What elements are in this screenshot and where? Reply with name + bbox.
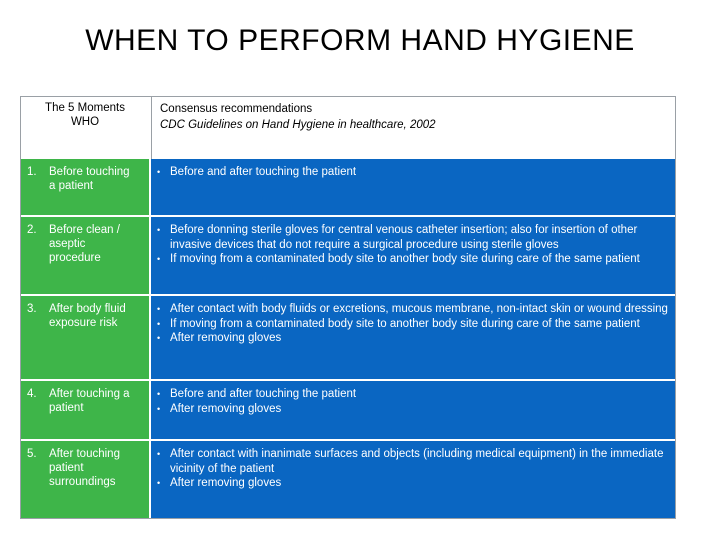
bullet-icon: •	[157, 389, 161, 399]
recommendation-cell	[151, 296, 675, 381]
column-divider	[149, 159, 151, 518]
header-who-line1: The 5 Moments	[45, 102, 125, 114]
list-item: • After removing gloves	[157, 402, 282, 415]
bullet-icon: •	[157, 304, 161, 314]
bullet-icon: •	[157, 403, 161, 414]
table-row	[21, 381, 675, 441]
row-divider	[21, 294, 675, 296]
list-item: • After contact with body fluids or excretions, mucous membrane, non-intact skin or wound dressing	[157, 303, 668, 315]
moment-cell	[21, 381, 149, 441]
bullet-icon: •	[157, 449, 161, 459]
list-item: • After contact with inanimate surfaces and objects (including medical equipment) in the immediate vicinity of the patient	[157, 448, 664, 475]
moment-cell	[21, 296, 149, 381]
list-item: • Before donning sterile gloves for central venous catheter insertion; also for insertion of other invasive devices that do not require a surgical procedure using sterile gloves	[157, 224, 638, 251]
table-row	[21, 296, 675, 381]
header-who-line2: WHO	[70, 116, 100, 128]
moment-cell	[21, 441, 149, 518]
moment-number: 4.	[27, 388, 37, 400]
moment-cell	[21, 159, 149, 217]
bullet-icon: •	[157, 333, 161, 343]
bullet-icon: •	[157, 225, 161, 235]
bullet-icon: •	[157, 478, 161, 488]
list-item: • After removing gloves	[157, 332, 282, 344]
hand-hygiene-table	[20, 96, 676, 519]
row-divider	[21, 379, 675, 381]
moment-number: 3.	[27, 303, 37, 315]
list-item: • Before and after touching the patient	[157, 388, 357, 400]
bullet-icon: •	[157, 254, 161, 264]
table-row	[21, 159, 675, 217]
row-divider	[21, 439, 675, 441]
moment-label: Before touching a patient	[49, 166, 130, 192]
recommendation-cell	[151, 159, 675, 217]
recommendation-cell	[151, 217, 675, 296]
table-row	[21, 217, 675, 296]
bullet-icon: •	[157, 167, 161, 177]
recommendation-cell	[151, 381, 675, 441]
moment-cell	[21, 217, 149, 296]
moment-label: After touching patient surroundings	[49, 448, 120, 488]
list-item: • If moving from a contaminated body site to another body site during care of the same patient	[157, 317, 640, 330]
moment-number: 1.	[27, 166, 37, 178]
header-cdc	[151, 97, 675, 159]
page-title: WHEN TO PERFORM HAND HYGIENE	[85, 24, 635, 57]
bullet-icon: •	[157, 318, 161, 329]
moment-label: After body fluid exposure risk	[49, 303, 126, 329]
list-item: • Before and after touching the patient	[157, 166, 357, 178]
header-cdc-line1: Consensus recommendations	[160, 103, 313, 115]
list-item: • If moving from a contaminated body site to another body site during care of the same patient	[157, 253, 640, 265]
header-who	[21, 97, 149, 159]
list-item: • After removing gloves	[157, 477, 282, 489]
header-cdc-line2: CDC Guidelines on Hand Hygiene in healthcare, 2002	[160, 119, 436, 131]
recommendation-cell	[151, 441, 675, 518]
row-divider	[21, 215, 675, 217]
moment-number: 2.	[27, 224, 37, 236]
moment-label: After touching a patient	[49, 388, 130, 414]
moment-label: Before clean / aseptic procedure	[49, 224, 120, 264]
moment-number: 5.	[27, 448, 37, 460]
table-row	[21, 441, 675, 518]
